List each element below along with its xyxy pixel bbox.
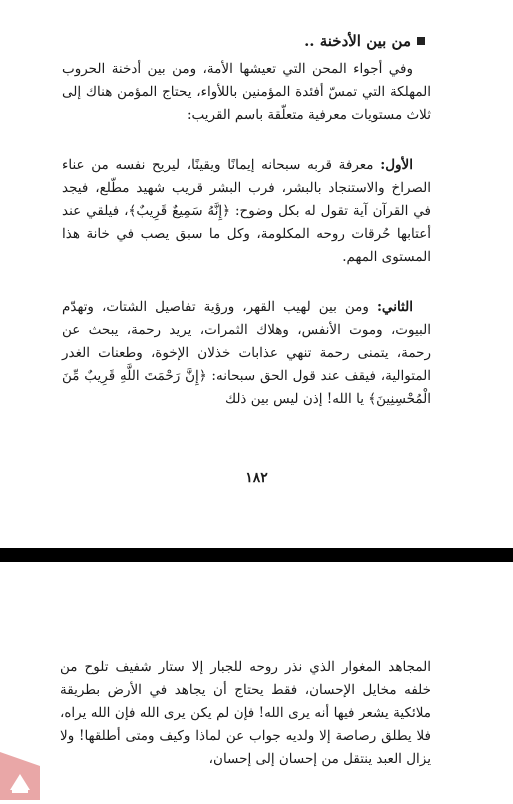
intro-paragraph: وفي أجواء المحن التي تعيشها الأمة، ومن بين أدخنة الحروب المهلكة التي تمسّ أفئدة المؤمنين باللأواء، يحتاج المؤمن هناك إلى ثلاث مستويات معرفية متعلّقة باسم القريب: — [62, 61, 431, 123]
first-level-text: معرفة قربه سبحانه إيمانًا ويقينًا، ليريح نفسه من عناء الصراخ والاستنجاد بالبشر، فرب البشر قريب شهيد مطّلع، فيجد في القرآن آية تقول له بكل وضوح: ﴿إِنَّهُ سَمِيعٌ قَرِيبٌ﴾، فيلقي عند أعتابها حُرقات روحه المكلومة، وكل ما سبق يصب في خانة هذا المستوى المهم. — [62, 157, 431, 265]
book-badge-svg — [0, 752, 40, 800]
second-level-text: ومن بين لهيب القهر، ورؤية تفاصيل الشتات، وتهدّم البيوت، وموت الأنفس، وهلاك الثمرات، يريد رحمة، يبحث عن رحمة، يتمنى رحمة تنهي عذابات خذلان الإخوة، وطعنات الغدر المتوالية، فيقف عند قول الحق سبحانه: ﴿إِنَّ رَحْمَتَ اللَّهِ قَرِيبٌ مِّنَ الْمُحْسِنِينَ﴾ يا الله! إذن ليس بين ذلك — [62, 299, 431, 407]
intro-paragraph-block — [62, 58, 431, 127]
chapter-title: من بين الأدخنة .. — [304, 32, 411, 50]
second-level-lead: الثاني: — [376, 299, 413, 315]
second-level-block — [62, 296, 431, 411]
first-level-lead: الأول: — [380, 157, 413, 173]
bottom-book-page — [0, 562, 513, 800]
page-number: ١٨٢ — [245, 470, 268, 486]
chapter-header — [304, 32, 425, 50]
second-level-paragraph — [62, 296, 431, 411]
page-divider — [0, 548, 513, 562]
square-bullet-icon — [417, 37, 425, 45]
first-level-block — [62, 154, 431, 269]
book-badge-icon[interactable] — [0, 752, 40, 800]
bottom-paragraph-block — [60, 656, 431, 771]
first-level-paragraph — [62, 154, 431, 269]
bottom-paragraph: المجاهد المغوار الذي نذر روحه للجبار إلا ستار شفيف تلوح من خلفه مخايل الإحسان، فقط يحتاج أن يجاهد في الأرض بطريقة ملائكية يشعر فيها أنه يرى الله! فإن لم يكن يرى الله فإن الله يراه، فلا يطلق رصاصة إلا ولديه جواب عن لماذا وكيف ومتى أطلقها! ولا يزال العبد ينتقل من إحسان إلى إحسان، — [60, 659, 431, 767]
